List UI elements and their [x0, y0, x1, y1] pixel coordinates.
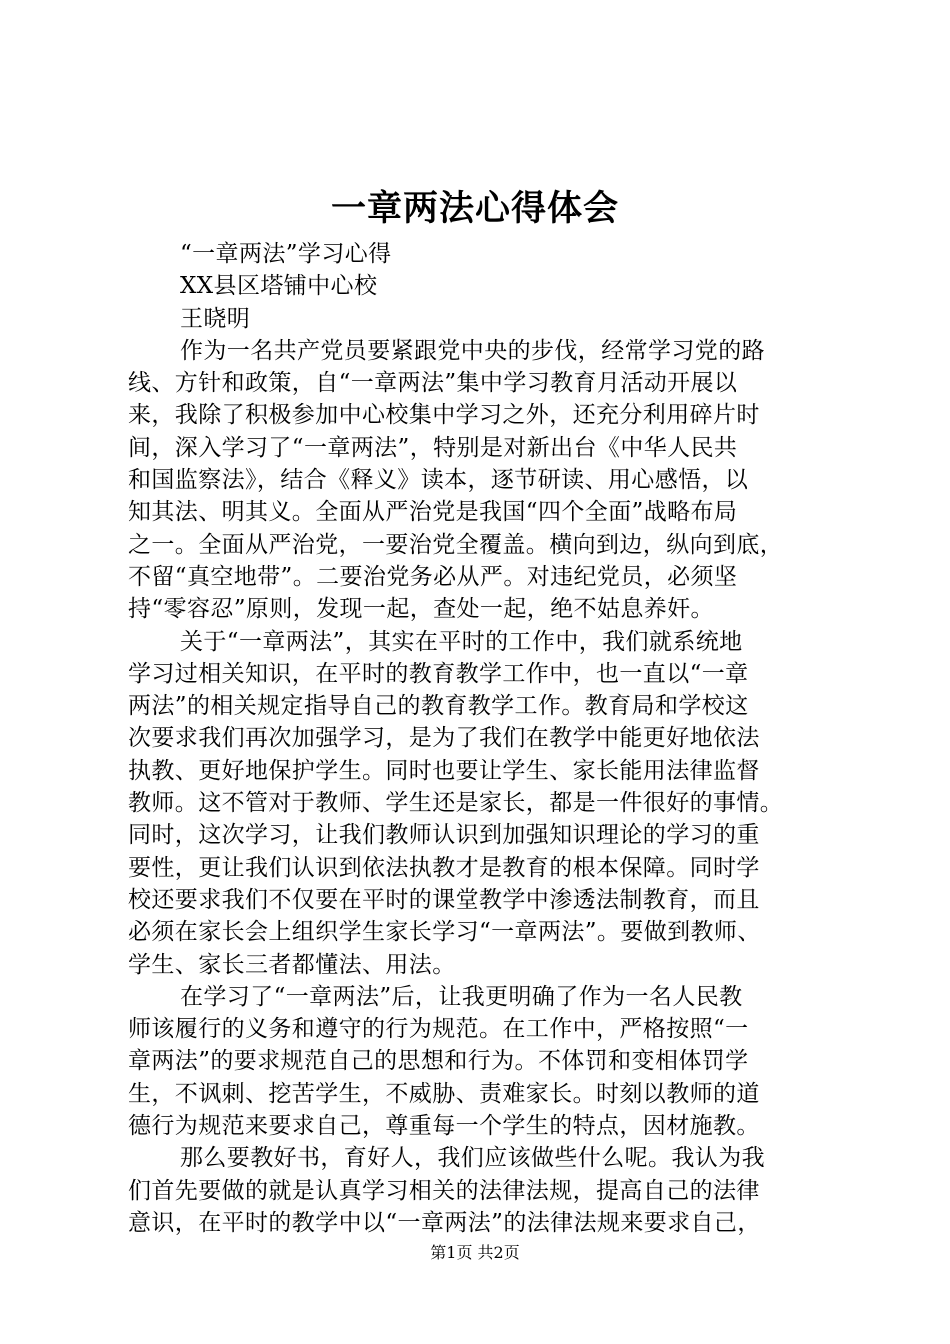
- text-line: 持“零容忍”原则，发现一起，查处一起，绝不姑息养奸。: [128, 596, 714, 623]
- text-line: 们首先要做的就是认真学习相关的法律法规，提高自己的法律: [128, 1177, 760, 1204]
- text-line: 学习过相关知识，在平时的教育教学工作中，也一直以“一章: [128, 660, 749, 687]
- text-line: 师该履行的义务和遵守的行为规范。在工作中，严格按照“一: [128, 1016, 749, 1043]
- text-line: 在学习了“一章两法”后，让我更明确了作为一名人民教: [180, 983, 743, 1010]
- text-line: 之一。全面从严治党，一要治党全覆盖。横向到边，纵向到底，: [128, 531, 784, 558]
- subtitle-line: “一章两法”学习心得: [180, 241, 392, 267]
- text-line: 和国监察法》，结合《释义》读本，逐节研读、用心感悟，以: [128, 467, 749, 494]
- text-line: 关于“一章两法”，其实在平时的工作中，我们就系统地: [180, 628, 743, 655]
- text-line: 知其法、明其义。全面从严治党是我国“四个全面”战略布局: [128, 499, 738, 526]
- text-line: 次要求我们再次加强学习，是为了我们在教学中能更好地依法: [128, 725, 760, 752]
- text-line: 线、方针和政策，自“一章两法”集中学习教育月活动开展以: [128, 370, 738, 397]
- text-line: 章两法”的要求规范自己的思想和行为。不体罚和变相体罚学: [128, 1048, 749, 1075]
- text-line: 意识，在平时的教学中以“一章两法”的法律法规来要求自己，: [128, 1209, 761, 1236]
- text-line: 执教、更好地保护学生。同时也要让学生、家长能用法律监督: [128, 757, 760, 784]
- author-line: 王晓明: [180, 305, 251, 332]
- text-line: 同时，这次学习，让我们教师认识到加强知识理论的学习的重: [128, 822, 760, 849]
- text-line: 间，深入学习了“一章两法”，特别是对新出台《中华人民共: [128, 434, 738, 461]
- text-line: 校还要求我们不仅要在平时的课堂教学中渗透法制教育，而且: [128, 886, 760, 913]
- page-footer: 第1页 共2页: [430, 1243, 520, 1262]
- text-line: 德行为规范来要求自己，尊重每一个学生的特点，因材施教。: [128, 1113, 760, 1140]
- document-body: [128, 238, 848, 1239]
- text-line: 必须在家长会上组织学生家长学习“一章两法”。要做到教师、: [128, 919, 761, 946]
- text-line: 学生、家长三者都懂法、用法。: [128, 951, 456, 978]
- text-line: 来，我除了积极参加中心校集中学习之外，还充分利用碎片时: [128, 402, 760, 429]
- text-line: 那么要教好书，育好人，我们应该做些什么呢。我认为我: [180, 1145, 765, 1172]
- text-line: 要性，更让我们认识到依法执教才是教育的根本保障。同时学: [128, 854, 760, 881]
- body-text: [128, 335, 848, 1239]
- text-line: 两法”的相关规定指导自己的教育教学工作。教育局和学校这: [128, 693, 749, 720]
- text-line: 不留“真空地带”。二要治党务必从严。对违纪党员，必须坚: [128, 563, 738, 590]
- school-line: XX县区塔铺中心校: [180, 273, 378, 300]
- document-title: 一章两法心得体会: [330, 188, 619, 229]
- text-line: 教师。这不管对于教师、学生还是家长，都是一件很好的事情。: [128, 790, 784, 817]
- text-line: 作为一名共产党员要紧跟党中央的步伐，经常学习党的路: [180, 337, 765, 364]
- text-line: 生，不讽刺、挖苦学生，不威胁、责难家长。时刻以教师的道: [128, 1080, 760, 1107]
